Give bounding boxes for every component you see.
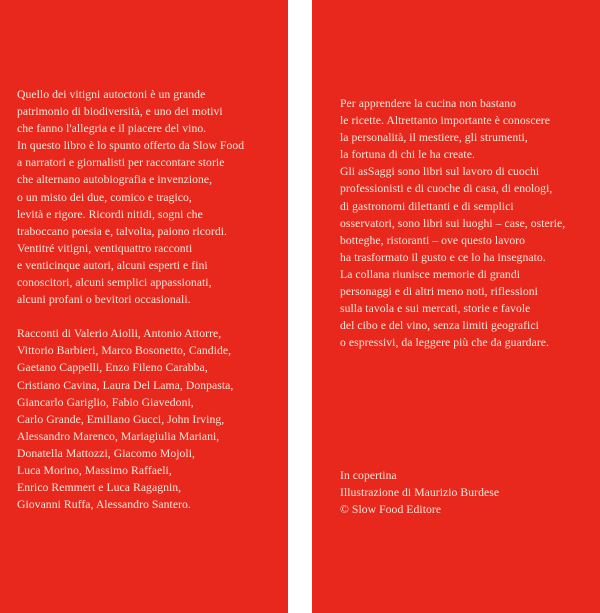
text-line: che fanno l'allegria e il piacere del vino. [17, 122, 207, 136]
text-line: Vittorio Barbieri, Marco Bosonetto, Candide, [17, 344, 232, 358]
text-line: Gli asSaggi sono libri sul lavoro di cuochi [340, 165, 540, 179]
right-flap-series-paragraph [340, 95, 592, 351]
text-line: patrimonio di biodiversità, e uno dei motivi [17, 105, 223, 119]
text-line: levità e rigore. Ricordi nitidi, sogni che [17, 207, 203, 221]
text-line: La collana riunisce memorie di grandi [340, 267, 521, 281]
text-line: personaggi e di altri meno noti, riflessioni [340, 285, 538, 299]
credit-line: In copertina [340, 469, 397, 482]
text-line: di gastronomi dilettanti e di semplici [340, 199, 514, 213]
text-line: Enrico Remmert e Luca Ragagnin, [17, 481, 182, 495]
publisher-copyright: © Slow Food Editore [340, 503, 442, 517]
right-flap [312, 0, 600, 613]
text-line: Alessandro Marenco, Mariagiulia Mariani, [17, 429, 220, 443]
text-line: Luca Morino, Massimo Raffaeli, [17, 463, 172, 477]
text-line: Carlo Grande, Emiliano Gucci, John Irving, [17, 412, 225, 426]
text-line: botteghe, ristoranti – ove questo lavoro [340, 233, 526, 247]
text-line: la personalità, il mestiere, gli strumenti, [340, 131, 528, 145]
paragraph-spacer [17, 308, 280, 325]
left-flap [0, 0, 288, 613]
text-line: Ventitré vitigni, ventiquattro racconti [17, 241, 193, 255]
text-line: le ricette. Altrettanto importante è conoscere [340, 114, 550, 128]
text-line: traboccano poesia e, talvolta, paiono ricordi. [17, 224, 227, 238]
text-line: Giovanni Ruffa, Alessandro Santero. [17, 498, 191, 512]
text-line: Donatella Mattozzi, Giacomo Mojoli, [17, 446, 195, 460]
text-line: In questo libro è lo spunto offerto da Slow Food [17, 139, 245, 153]
text-line: a narratori e giornalisti per raccontare storie [17, 156, 225, 170]
text-line: osservatori, sono libri sui luoghi – case, osterie, [340, 216, 566, 230]
text-line: Cristiano Cavina, Laura Del Lama, Donpasta, [17, 378, 234, 392]
text-line: alcuni profani o bevitori occasionali. [17, 293, 191, 307]
text-line: e venticinque autori, alcuni esperti e fini [17, 258, 208, 272]
text-line: Giancarlo Gariglio, Fabio Giavedoni, [17, 395, 194, 409]
text-line: Racconti di Valerio Aiolli, Antonio Attorre, [17, 327, 222, 341]
text-line: o un misto dei due, comico e tragico, [17, 190, 192, 204]
text-line: professionisti e di cuoche di casa, di enologi, [340, 182, 553, 196]
credit-line: Illustrazione di Maurizio Burdese [340, 486, 500, 500]
text-line: che alternano autobiografia e invenzione, [17, 173, 213, 187]
left-flap-intro-paragraph [17, 86, 280, 308]
text-line: la fortuna di chi le ha create. [340, 148, 475, 162]
text-line: sulla tavola e sui mercati, storie e favole [340, 302, 531, 316]
text-line: del cibo e del vino, senza limiti geografici [340, 319, 539, 333]
text-line: ha trasformato il gusto e ce lo ha insegnato. [340, 250, 546, 264]
text-line: Per apprendere la cucina non bastano [340, 97, 517, 110]
left-flap-authors-paragraph [17, 325, 280, 513]
text-line: Quello dei vitigni autoctoni è un grande [17, 88, 206, 101]
cover-credits [340, 467, 499, 518]
text-line: conoscitori, alcuni semplici appassionati, [17, 276, 212, 290]
text-line: Gaetano Cappelli, Enzo Fileno Carabba, [17, 361, 208, 375]
text-line: o espressivi, da leggere più che da guardare. [340, 336, 549, 350]
